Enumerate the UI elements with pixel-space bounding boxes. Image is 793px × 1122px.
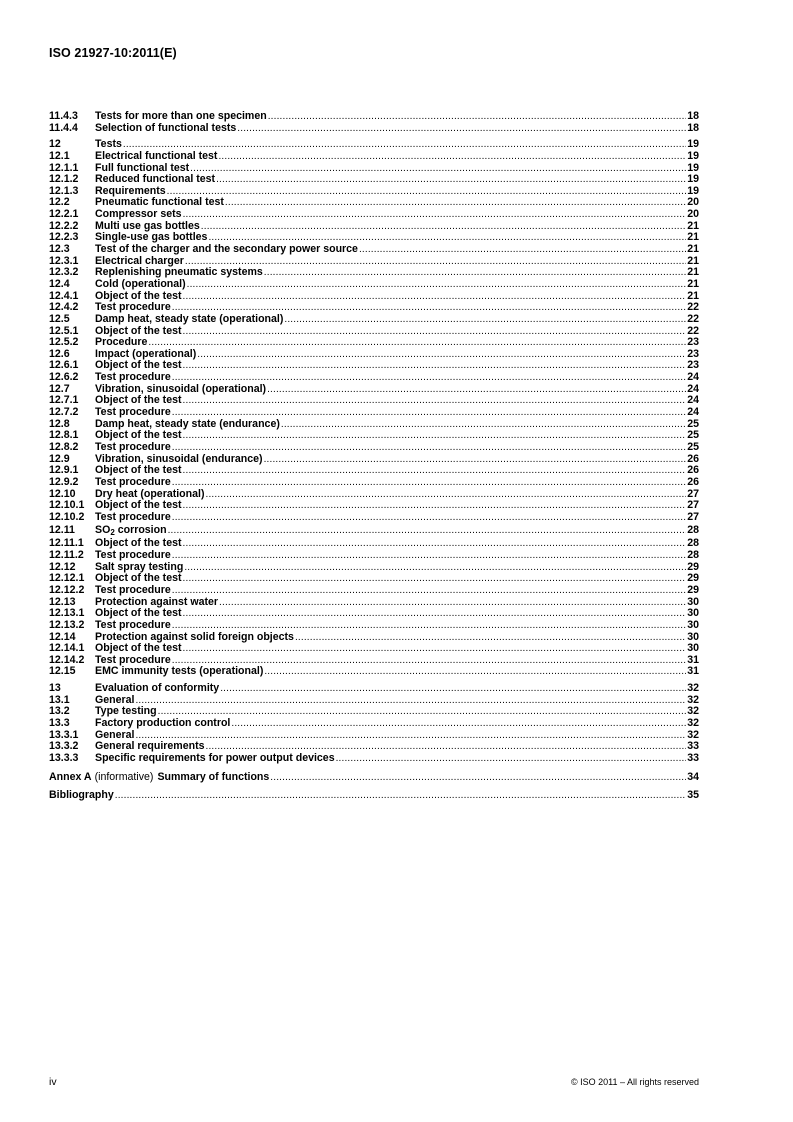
toc-entry-page: 27 [687, 487, 699, 500]
dot-leader [172, 372, 686, 384]
toc-entry-page: 27 [687, 499, 699, 512]
dot-leader [231, 718, 686, 730]
toc-entry-title: Impact (operational) [95, 347, 197, 360]
toc-entry-page: 21 [687, 219, 699, 232]
toc-entry[interactable] [49, 585, 699, 597]
toc-entry-page: 33 [687, 740, 699, 753]
toc-entry-title: Test procedure [95, 440, 171, 453]
toc-entry-page: 24 [687, 371, 699, 384]
toc-entry-title: Object of the test [95, 429, 182, 442]
toc-entry-title [95, 523, 167, 538]
toc-entry[interactable] [49, 279, 699, 291]
toc-entry-page: 26 [687, 464, 699, 477]
toc-entry-title: Test procedure [95, 583, 171, 596]
dot-leader [237, 123, 686, 135]
toc-entry-title: Multi use gas bottles [95, 219, 200, 232]
dot-leader [183, 608, 687, 620]
toc-entry-page: 19 [687, 149, 699, 162]
toc-entry-page: 32 [687, 705, 699, 718]
dot-leader [219, 597, 686, 609]
toc-entry-number: 13 [49, 682, 61, 695]
toc-entry-number: 13.2 [49, 705, 70, 718]
toc-entry-page: 22 [687, 301, 699, 314]
toc-entry-page: 22 [687, 324, 699, 337]
dot-leader [184, 562, 686, 574]
toc-entry-number: 12.12.2 [49, 583, 85, 596]
dot-leader [281, 419, 686, 431]
toc-entry-page: 31 [687, 653, 699, 666]
document-header: ISO 21927-10:2011(E) [49, 46, 177, 60]
toc-entry-page: 31 [687, 665, 699, 678]
toc-entry-number: 13.3.3 [49, 751, 79, 764]
toc-entry-title: Compressor sets [95, 208, 182, 221]
toc-entry-page: 19 [687, 173, 699, 186]
toc-entry-page: 29 [687, 583, 699, 596]
toc-entry[interactable] [49, 512, 699, 524]
toc-entry-number: 12.2.3 [49, 231, 79, 244]
dot-leader [264, 267, 686, 279]
toc-entry-number: 12.3.1 [49, 254, 79, 267]
dot-leader [183, 643, 687, 655]
toc-entry-title: Test procedure [95, 371, 171, 384]
toc-entry[interactable] [49, 372, 699, 384]
dot-leader [267, 384, 686, 396]
toc-entry-page: 23 [687, 336, 699, 349]
dot-leader [148, 337, 686, 349]
toc-entry-title: General [95, 693, 135, 706]
toc-entry-page: 20 [687, 196, 699, 209]
toc-entry[interactable] [49, 620, 699, 632]
toc-entry-number: 12.5.2 [49, 336, 79, 349]
toc-entry-title: Object of the test [95, 499, 182, 512]
toc-entry-page: 26 [687, 452, 699, 465]
toc-entry-title: Cold (operational) [95, 277, 186, 290]
toc-entry-title: Evaluation of conformity [95, 682, 220, 695]
toc-entry-page: 30 [687, 618, 699, 631]
toc-entry-number: 12.8.2 [49, 440, 79, 453]
dot-leader [284, 314, 686, 326]
dot-leader [183, 573, 687, 585]
toc-entry-title: Test procedure [95, 510, 171, 523]
toc-entry-title: Vibration, sinusoidal (operational) [95, 382, 267, 395]
toc-entry-title: Damp heat, steady state (operational) [95, 312, 284, 325]
toc-entry-title: Salt spray testing [95, 560, 184, 573]
toc-entry-number: 12.7.1 [49, 394, 79, 407]
toc-entry-number: 12.10.2 [49, 510, 85, 523]
toc-entry[interactable] [49, 123, 699, 135]
toc-entry-number: 13.3 [49, 717, 70, 730]
toc-entry[interactable] [49, 550, 699, 562]
toc-entry-number: 12.9.1 [49, 464, 79, 477]
dot-leader [183, 500, 687, 512]
toc-entry-number: 12.8 [49, 417, 70, 430]
toc-entry-page: 28 [687, 537, 699, 550]
toc-entry-page: 23 [687, 359, 699, 372]
dot-leader [167, 186, 687, 198]
toc-entry-page: 24 [687, 394, 699, 407]
dot-leader [190, 163, 686, 175]
dot-leader [218, 151, 686, 163]
toc-entry[interactable] [49, 523, 699, 538]
toc-entry-title: Object of the test [95, 642, 182, 655]
toc-entry-page: 32 [687, 728, 699, 741]
toc-entry-number: 12.13.2 [49, 618, 85, 631]
toc-entry-title: Test procedure [95, 301, 171, 314]
toc-entry-title-subscript: 2 [110, 528, 115, 538]
toc-entry-number: 11.4.4 [49, 121, 78, 134]
bibliography-page: 35 [687, 789, 699, 802]
toc-entry-bibliography[interactable] [49, 790, 699, 802]
toc-entry-page: 32 [687, 682, 699, 695]
toc-entry-page: 25 [687, 429, 699, 442]
toc-entry-title: Tests [95, 138, 122, 151]
toc-entry-page: 19 [687, 184, 699, 197]
toc-entry-title: Object of the test [95, 537, 182, 550]
toc-entry-page: 19 [687, 161, 699, 174]
toc-entry-title: Object of the test [95, 607, 182, 620]
toc-entry-title: Replenishing pneumatic systems [95, 266, 263, 279]
toc-entry-title: Electrical charger [95, 254, 184, 267]
toc-entry-page: 25 [687, 417, 699, 430]
table-of-contents [49, 111, 699, 802]
toc-entry-page: 21 [687, 254, 699, 267]
toc-entry-number: 12.7 [49, 382, 70, 395]
toc-entry-page: 19 [687, 138, 699, 151]
toc-entry-number: 12.11.1 [49, 537, 84, 550]
toc-entry-title: Object of the test [95, 572, 182, 585]
toc-entry-title: Test procedure [95, 406, 171, 419]
toc-entry-page: 32 [687, 693, 699, 706]
toc-entry-title: Object of the test [95, 394, 182, 407]
dot-leader [172, 442, 686, 454]
toc-entry[interactable] [49, 753, 699, 765]
dot-leader [220, 683, 686, 695]
toc-entry-number: 12.11.2 [49, 549, 84, 562]
toc-entry-number: 12.1.1 [49, 161, 79, 174]
toc-entry-page: 28 [687, 524, 699, 537]
toc-entry-number: 12.2.2 [49, 219, 79, 232]
dot-leader [206, 489, 687, 501]
dot-leader [183, 209, 687, 221]
toc-entry-page: 18 [687, 110, 699, 122]
dot-leader [172, 512, 686, 524]
dot-leader [197, 349, 686, 361]
toc-entry-title: Single-use gas bottles [95, 231, 208, 244]
toc-entry[interactable] [49, 477, 699, 489]
toc-entry-number: 12.10.1 [49, 499, 85, 512]
page-number: iv [49, 1076, 57, 1088]
annex-informative: (informative) [94, 770, 154, 783]
toc-entry-title: Test procedure [95, 618, 171, 631]
toc-entry[interactable] [49, 683, 699, 695]
toc-entry-title: Test of the charger and the secondary power source [95, 243, 358, 256]
dot-leader [187, 279, 687, 291]
toc-entry-title: Object of the test [95, 359, 182, 372]
toc-entry-number: 12.6.2 [49, 371, 79, 384]
toc-entry-number: 12.14.2 [49, 653, 85, 666]
toc-entry-title: Dry heat (operational) [95, 487, 205, 500]
toc-entry-title: Object of the test [95, 324, 182, 337]
toc-entry[interactable] [49, 244, 699, 256]
toc-entry-title: Selection of functional tests [95, 121, 237, 134]
toc-entry-page: 18 [687, 121, 699, 134]
toc-entry-title: General [95, 728, 135, 741]
toc-entry-number: 12.4.1 [49, 289, 79, 302]
toc-entry-number: 12.9 [49, 452, 70, 465]
toc-entry-page: 20 [687, 208, 699, 221]
dot-leader [172, 477, 686, 489]
toc-entry-number: 12.7.2 [49, 406, 79, 419]
dot-leader [172, 550, 686, 562]
toc-entry-title: Pneumatic functional test [95, 196, 224, 209]
toc-entry-number: 12.12.1 [49, 572, 85, 585]
toc-entry-page: 25 [687, 440, 699, 453]
toc-entry-page: 29 [687, 560, 699, 573]
toc-entry-number: 12.1.3 [49, 184, 79, 197]
toc-entry-title: Procedure [95, 336, 148, 349]
annex-page: 34 [687, 770, 699, 783]
toc-entry[interactable] [49, 151, 699, 163]
toc-entry-title: Full functional test [95, 161, 190, 174]
dot-leader [183, 465, 687, 477]
toc-entry[interactable] [49, 111, 699, 123]
annex-title: Summary of functions [157, 770, 270, 783]
toc-entry-title-main: SO [95, 524, 111, 537]
toc-entry-number: 12.11 [49, 524, 75, 537]
toc-entry-number: 11.4.3 [49, 110, 78, 122]
toc-entry-number: 12.13 [49, 595, 76, 608]
toc-entry[interactable] [49, 407, 699, 419]
toc-entry-page: 21 [687, 266, 699, 279]
dot-leader [295, 632, 686, 644]
dot-leader [268, 111, 687, 123]
dot-leader [135, 695, 686, 707]
toc-entry-number: 12 [49, 138, 61, 151]
toc-entry-page: 33 [687, 751, 699, 764]
toc-entry-title-rest: corrosion [114, 524, 167, 537]
toc-entry-number: 12.4.2 [49, 301, 79, 314]
toc-entry[interactable] [49, 314, 699, 326]
toc-entry-title: Test procedure [95, 475, 171, 488]
toc-entry-number: 12.13.1 [49, 607, 85, 620]
toc-entry-number: 12.14.1 [49, 642, 85, 655]
toc-entry-page: 23 [687, 347, 699, 360]
toc-entry-number: 12.4 [49, 277, 70, 290]
toc-entry-title: Tests for more than one specimen [95, 110, 267, 122]
dot-leader [336, 753, 687, 765]
toc-entry-number: 13.3.1 [49, 728, 79, 741]
toc-entry-number: 12.1 [49, 149, 70, 162]
toc-entry-page: 21 [687, 231, 699, 244]
toc-entry-number: 12.12 [49, 560, 76, 573]
toc-entry-title: Object of the test [95, 289, 182, 302]
toc-entry[interactable] [49, 718, 699, 730]
copyright-notice: © ISO 2011 – All rights reserved [570, 1077, 699, 1087]
toc-entry-title: Requirements [95, 184, 166, 197]
annex-label: Annex A [49, 770, 92, 783]
dot-leader [183, 430, 687, 442]
dot-leader [359, 244, 686, 256]
toc-entry-page: 22 [687, 312, 699, 325]
dot-leader [168, 523, 687, 538]
dot-leader [183, 326, 687, 338]
toc-entry-page: 24 [687, 382, 699, 395]
toc-entry-page: 32 [687, 717, 699, 730]
toc-entry-page: 29 [687, 572, 699, 585]
dot-leader [201, 221, 686, 233]
toc-entry-page: 30 [687, 595, 699, 608]
dot-leader [183, 538, 687, 550]
toc-entry-annex[interactable] [49, 772, 699, 784]
toc-entry-page: 21 [687, 289, 699, 302]
dot-leader [225, 197, 686, 209]
dot-leader [172, 620, 686, 632]
toc-entry-title: Object of the test [95, 464, 182, 477]
dot-leader [172, 407, 686, 419]
dot-leader [216, 174, 686, 186]
toc-entry-page: 30 [687, 630, 699, 643]
toc-entry-number: 12.8.1 [49, 429, 79, 442]
toc-entry-number: 12.1.2 [49, 173, 79, 186]
toc-entry-title: Factory production control [95, 717, 231, 730]
toc-entry-number: 12.15 [49, 665, 76, 678]
toc-entry-number: 12.2 [49, 196, 70, 209]
toc-entry-number: 12.6 [49, 347, 70, 360]
toc-entry-number: 13.3.2 [49, 740, 79, 753]
toc-entry[interactable] [49, 666, 699, 678]
toc-entry-page: 21 [687, 243, 699, 256]
dot-leader [183, 291, 687, 303]
toc-entry-number: 12.5 [49, 312, 70, 325]
toc-entry-page: 30 [687, 607, 699, 620]
toc-entry-number: 12.9.2 [49, 475, 79, 488]
toc-entry-title: Type testing [95, 705, 157, 718]
toc-entry-number: 12.3.2 [49, 266, 79, 279]
toc-entry-title: Damp heat, steady state (endurance) [95, 417, 280, 430]
dot-leader [115, 790, 686, 802]
toc-entry-page: 26 [687, 475, 699, 488]
dot-leader [264, 666, 686, 678]
dot-leader [270, 772, 686, 784]
toc-entry-title: General requirements [95, 740, 205, 753]
dot-leader [158, 706, 687, 718]
bibliography-title: Bibliography [49, 789, 114, 802]
toc-entry-page: 28 [687, 549, 699, 562]
toc-entry-page: 27 [687, 510, 699, 523]
toc-entry-page: 30 [687, 642, 699, 655]
toc-entry-number: 13.1 [49, 693, 70, 706]
toc-entry-title: Protection against water [95, 595, 219, 608]
dot-leader [135, 730, 686, 742]
toc-entry-number: 12.6.1 [49, 359, 79, 372]
dot-leader [264, 454, 687, 466]
toc-entry-title: Test procedure [95, 653, 171, 666]
toc-entry-number: 12.14 [49, 630, 76, 643]
toc-entry-title: EMC immunity tests (operational) [95, 665, 264, 678]
toc-entry-number: 12.2.1 [49, 208, 79, 221]
toc-entry-title: Protection against solid foreign objects [95, 630, 294, 643]
toc-entry[interactable] [49, 442, 699, 454]
toc-entry-title: Specific requirements for power output devices [95, 751, 335, 764]
dot-leader [183, 395, 687, 407]
toc-entry-title: Vibration, sinusoidal (endurance) [95, 452, 263, 465]
toc-entry-number: 12.10 [49, 487, 76, 500]
toc-entry-page: 24 [687, 406, 699, 419]
toc-entry-number: 12.3 [49, 243, 70, 256]
toc-entry-page: 21 [687, 277, 699, 290]
toc-entry-number: 12.5.1 [49, 324, 79, 337]
dot-leader [183, 360, 687, 372]
toc-entry-title: Reduced functional test [95, 173, 216, 186]
dot-leader [172, 585, 686, 597]
toc-entry-title: Test procedure [95, 549, 171, 562]
toc-entry-title: Electrical functional test [95, 149, 218, 162]
